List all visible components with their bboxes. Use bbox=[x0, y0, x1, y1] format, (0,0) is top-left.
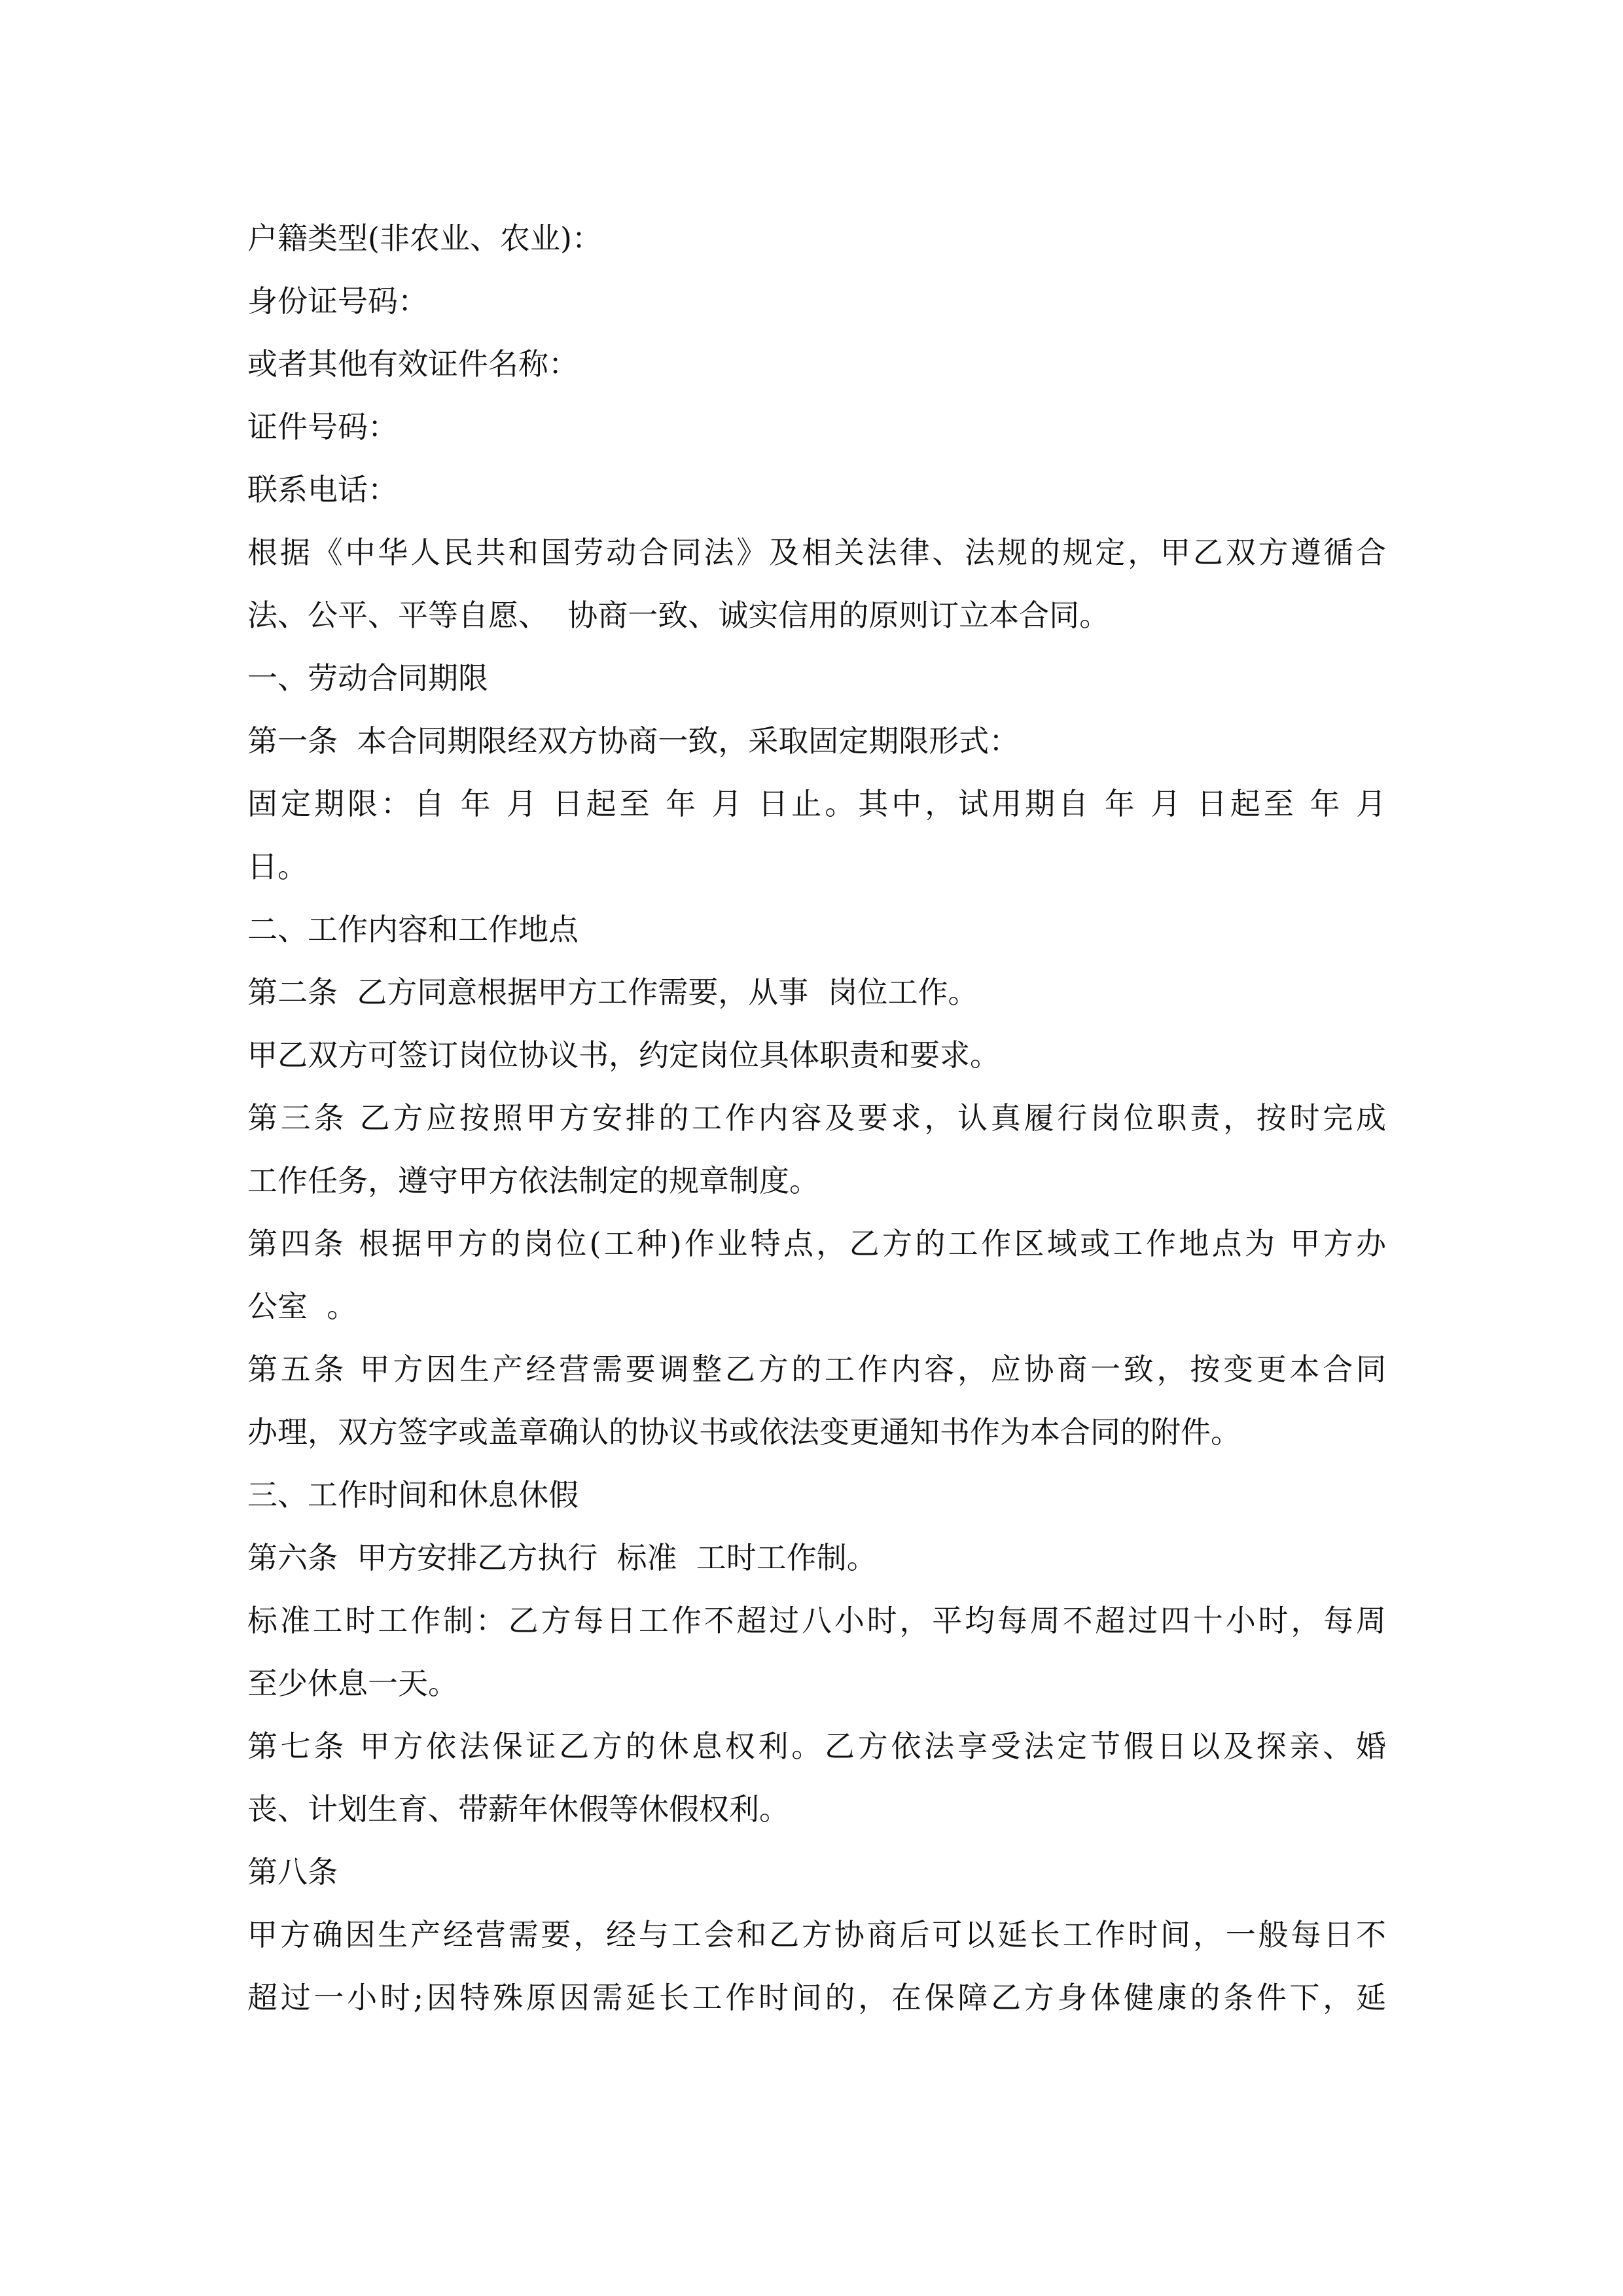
document-line: 第四条 根据甲方的岗位(工种)作业特点，乙方的工作区域或工作地点为 甲方办 bbox=[247, 1226, 1386, 1261]
document-line: 第二条 乙方同意根据甲方工作需要，从事 岗位工作。 bbox=[247, 975, 978, 1010]
document-line: 一、劳动合同期限 bbox=[247, 660, 488, 696]
document-line: 固定期限：自 年 月 日起至 年 月 日止。其中，试用期自 年 月 日起至 年 月 bbox=[247, 786, 1386, 821]
document-line: 第一条 本合同期限经双方协商一致，采取固定期限形式： bbox=[247, 723, 1020, 759]
document-line: 公室 。 bbox=[247, 1289, 357, 1324]
document-line: 第六条 甲方安排乙方执行 标准 工时工作制。 bbox=[247, 1540, 877, 1575]
document-line: 三、工作时间和休息休假 bbox=[247, 1477, 579, 1513]
document-line: 第八条 bbox=[247, 1854, 338, 1890]
document-line: 第七条 甲方依法保证乙方的休息权利。乙方依法享受法定节假日以及探亲、婚 bbox=[247, 1729, 1386, 1764]
document-line: 或者其他有效证件名称： bbox=[247, 346, 579, 382]
document-line: 联系电话： bbox=[247, 472, 398, 507]
document-body bbox=[247, 207, 1386, 2029]
document-line: 证件号码： bbox=[247, 409, 398, 444]
document-line: 身份证号码： bbox=[247, 283, 428, 319]
document-line: 甲乙双方可签订岗位协议书，约定岗位具体职责和要求。 bbox=[247, 1037, 1000, 1073]
document-line: 标准工时工作制：乙方每日工作不超过八小时，平均每周不超过四十小时，每周 bbox=[247, 1603, 1386, 1638]
document-line: 工作任务，遵守甲方依法制定的规章制度。 bbox=[247, 1163, 819, 1198]
document-line: 日。 bbox=[247, 849, 308, 884]
document-line: 第五条 甲方因生产经营需要调整乙方的工作内容，应协商一致，按变更本合同 bbox=[247, 1352, 1386, 1387]
document-line: 法、公平、平等自愿、 协商一致、诚实信用的原则订立本合同。 bbox=[247, 598, 1110, 633]
document-line: 办理，双方签字或盖章确认的协议书或依法变更通知书作为本合同的附件。 bbox=[247, 1414, 1241, 1450]
document-line: 二、工作内容和工作地点 bbox=[247, 912, 579, 947]
document-line: 根据《中华人民共和国劳动合同法》及相关法律、法规的规定，甲乙双方遵循合 bbox=[247, 535, 1386, 570]
document-line: 第三条 乙方应按照甲方安排的工作内容及要求，认真履行岗位职责，按时完成 bbox=[247, 1100, 1386, 1136]
document-line: 户籍类型(非农业、农业)： bbox=[247, 221, 602, 256]
document-line: 丧、计划生育、带薪年休假等休假权利。 bbox=[247, 1791, 789, 1827]
document-line: 超过一小时;因特殊原因需延长工作时间的，在保障乙方身体健康的条件下，延 bbox=[247, 1980, 1386, 2015]
document-line: 至少休息一天。 bbox=[247, 1666, 458, 1701]
document-line: 甲方确因生产经营需要，经与工会和乙方协商后可以延长工作时间，一般每日不 bbox=[247, 1917, 1386, 1952]
